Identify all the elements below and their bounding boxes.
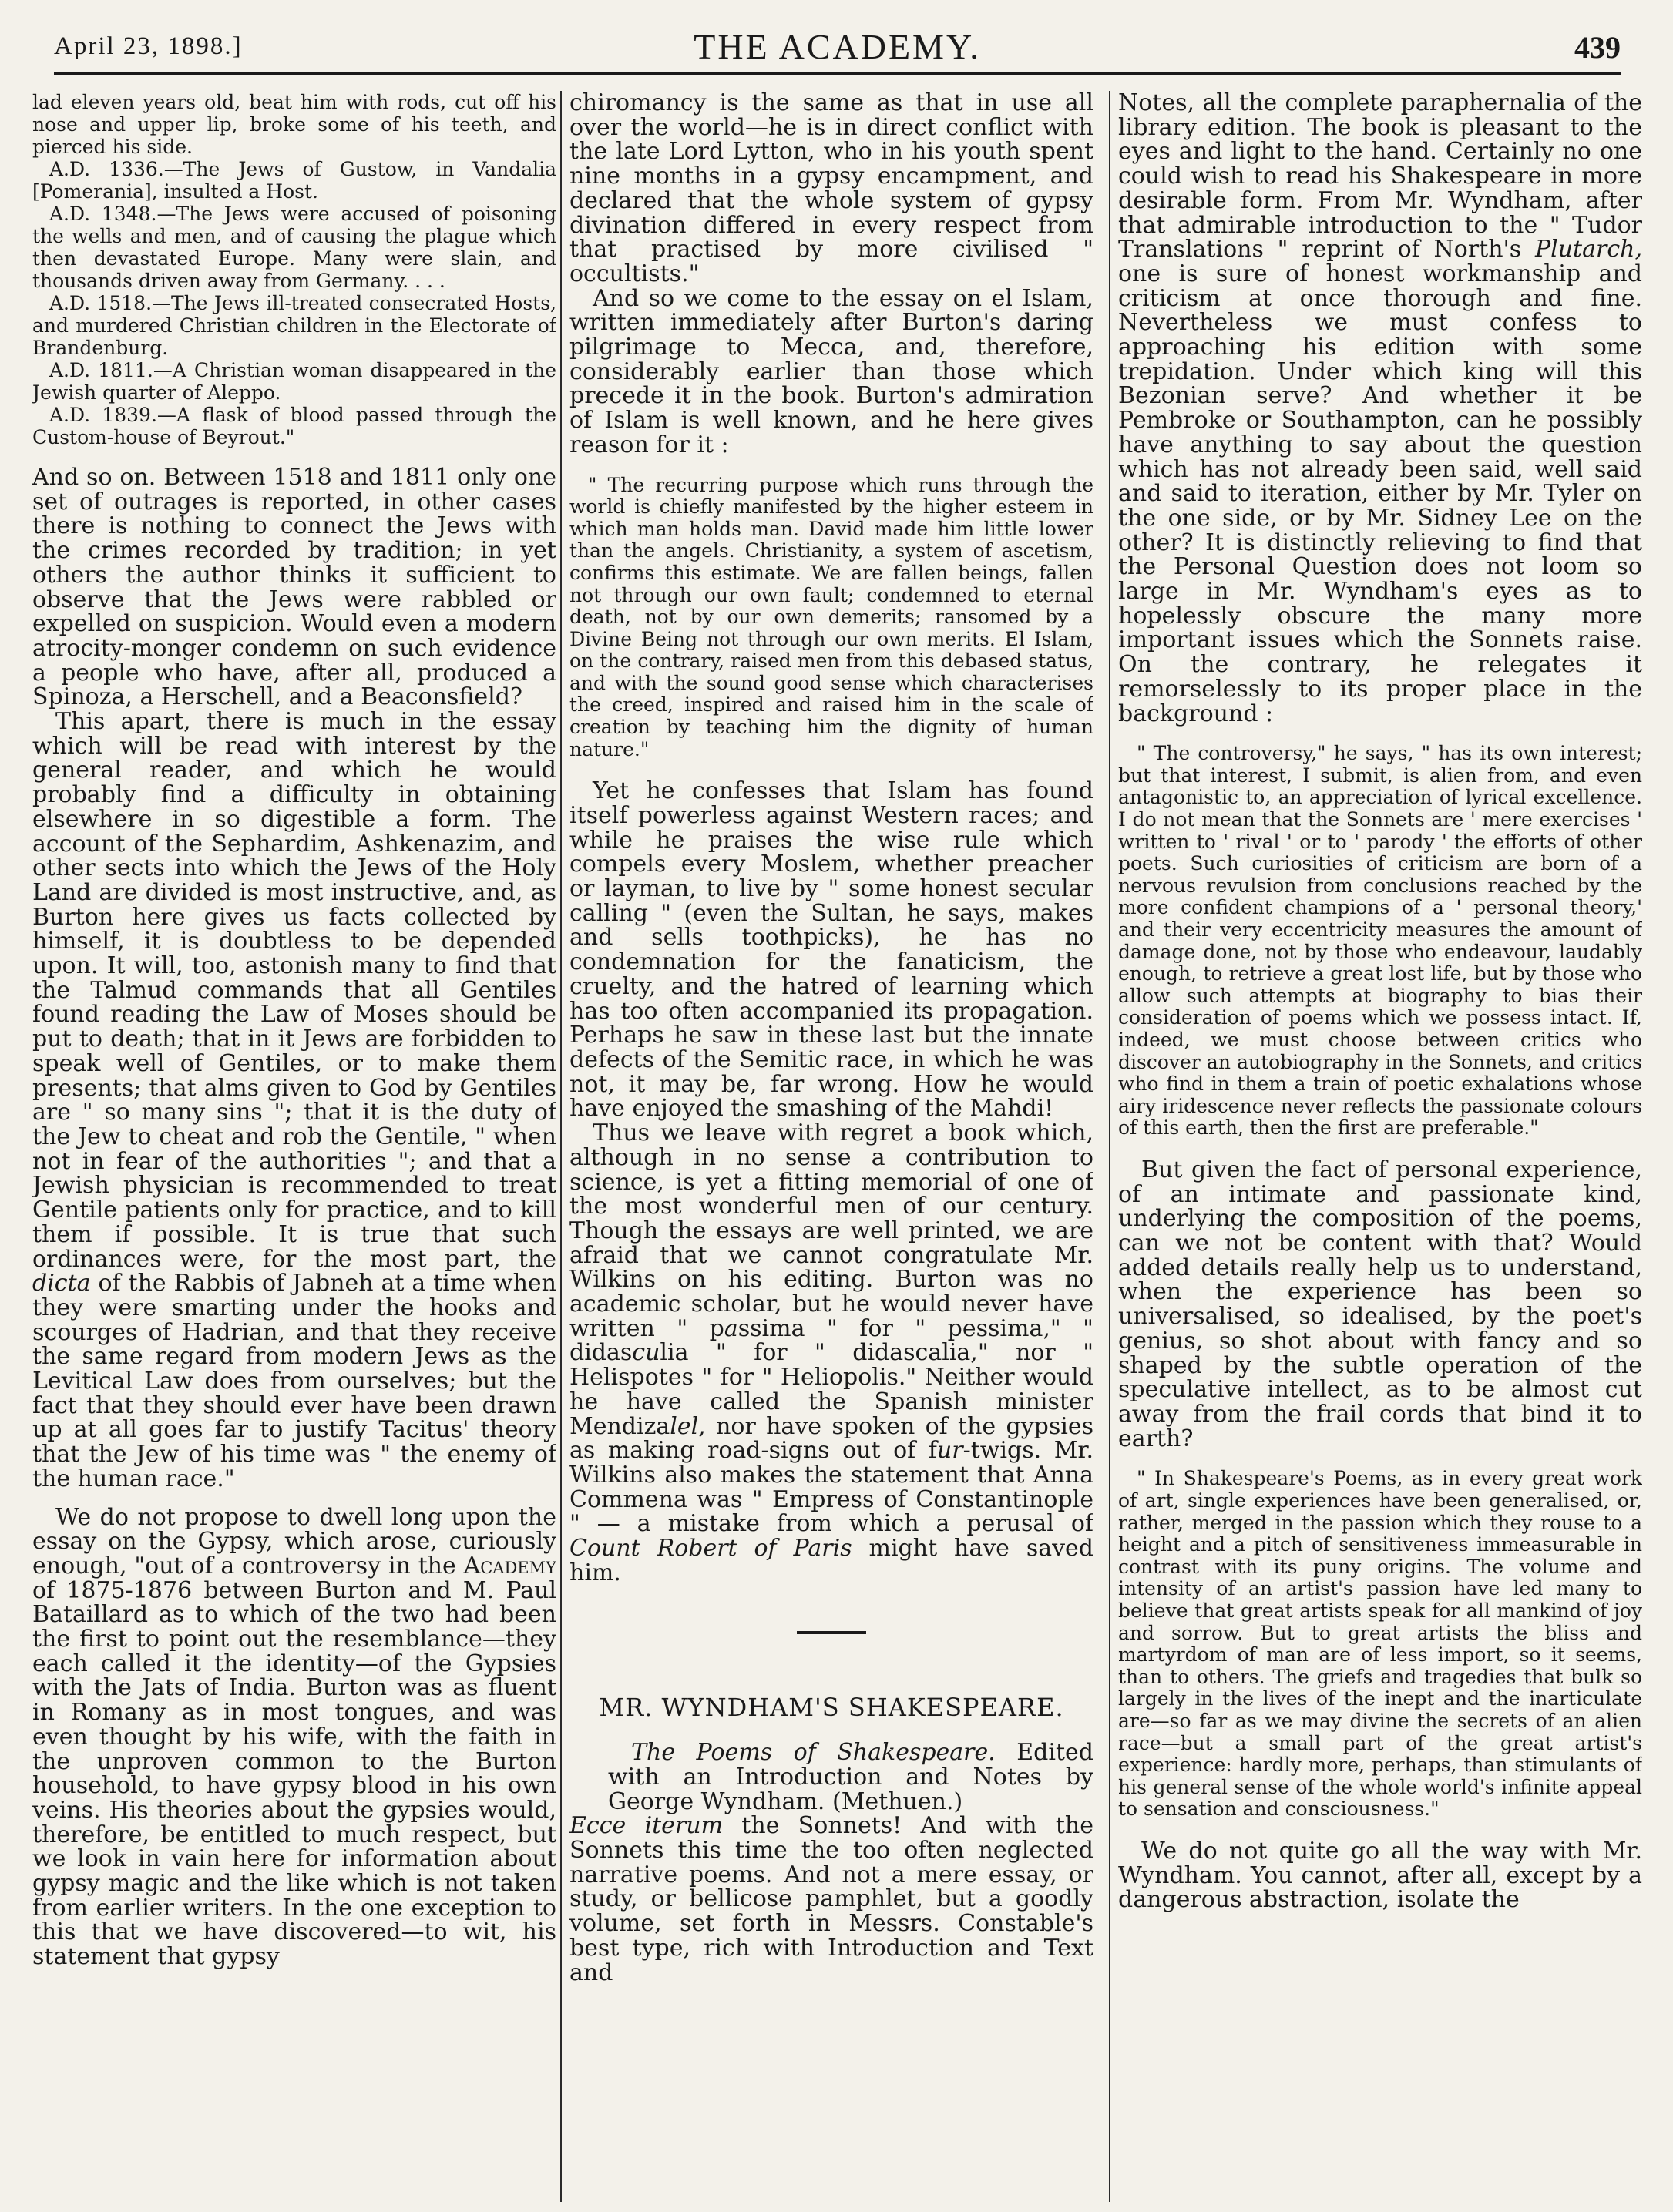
body-paragraph: But given the fact of personal experience, of an intimate and passionate kind, underlying the composition of the poems, can we not be content with that? Would added details really help us to understand, when the experience has been so universalised, so idealised, by the poet's genius, so shot about with fancy and so shaped by the subtle operation of the speculative intellect, as to be almost cut away from the frail cords that bind it to earth?	[1118, 1156, 1642, 1452]
column-2	[569, 91, 1093, 2202]
column-divider	[1109, 91, 1110, 2202]
body-paragraph: We do not quite go all the way with Mr. Wyndham. You cannot, after all, except by a dangerous abstraction, isolate the	[1118, 1837, 1642, 1914]
section-title: MR. WYNDHAM'S SHAKESPEARE.	[599, 1693, 1064, 1723]
block-quote	[1118, 743, 1642, 1140]
chronology-entry: A.D. 1839.—A flask of blood passed through the Custom-house of Beyrout."	[32, 404, 556, 448]
chronology-entry: A.D. 1336.—The Jews of Gustow, in Vandalia [Pomerania], insulted a Host.	[32, 158, 556, 203]
chronology-intro: lad eleven years old, beat him with rods, cut off his nose and upper lip, broke some of his teeth, and pierced his side.	[32, 91, 556, 158]
body-paragraph: And so we come to the essay on el Islam, written immediately after Burton's daring pilgrimage to Mecca, and, therefore, considerably earlier than those which precede it in the book. Burton's admiration of Islam is well known, and he here gives reason for it :	[569, 284, 1093, 458]
chronology-entry: A.D. 1811.—A Christian woman disappeared in the Jewish quarter of Aleppo.	[32, 359, 556, 404]
body-paragraph: Thus we leave with regret a book which, although in no sense a contribution to science, is yet a fitting memorial of one of the most wonderful men of our century. Though the essays are well printed, we are afraid that we cannot congratulate Mr. Wilkins on his editing. Burton was no academic scholar, but he would never have written " passima " for " pessima," " didasculia " for " didascalia," nor " Helispotes " for " Heliopolis." Neither would he have called the Spanish minister Mendizalel, nor have spoken of the gypsies as making road-signs out of fur-twigs. Mr. Wilkins also makes the statement that Anna Commena was " Empress of Constantinople " — a mistake from which a perusal of Count Robert of Paris might have saved him.	[569, 1119, 1093, 1586]
issue-date: April 23, 1898.]	[54, 32, 243, 60]
quote-text: " The recurring purpose which runs through the world is chiefly manifested by the higher esteem in which man holds man. David made him little lower than the angels. Christianity, a system of ascetism, confirms this estimate. We are fallen beings, fallen not through our own fault; condemned to eternal death, not by our own demerits; ransomed by a Divine Being not through our own merits. El Islam, on the contrary, raised men from this debased status, and with the sound good sense which characterises the creed, inspired and raised him in the scale of creation by teaching him the dignity of human nature."	[569, 473, 1093, 760]
column-1	[32, 91, 556, 2202]
header-rule-thick	[54, 72, 1621, 75]
publication-title: THE ACADEMY.	[694, 27, 981, 66]
chronology-entry: A.D. 1348.—The Jews were accused of poisoning the wells and men, and of causing the plague which then devastated Europe. Many were slain, and thousands driven away from Germany. . . .	[32, 203, 556, 292]
book-reference: The Poems of Shakespeare. Edited with an Introduction and Notes by George Wyndham. (Methuen.)	[608, 1739, 1093, 1815]
chronology-list	[32, 91, 556, 448]
column-divider	[560, 91, 562, 2202]
page-number: 439	[1574, 30, 1621, 65]
column-3	[1118, 91, 1642, 2202]
block-quote	[569, 475, 1093, 761]
body-paragraph: Yet he confesses that Islam has found itself powerless against Western races; and while he praises the wise rule which compels every Moslem, whether preacher or layman, to live by " some honest secular calling " (even the Sultan, he says, makes and sells toothpicks), he has no condemnation for the fanaticism, the cruelty, and the hatred of learning which has too often accompanied its propagation. Perhaps he saw in these last but the innate defects of the Semitic race, in which he was not, it may be, far wrong. How he would have enjoyed the smashing of the Mahdi!	[569, 777, 1093, 1123]
page-header	[54, 25, 1621, 74]
body-paragraph: Notes, all the complete paraphernalia of the library edition. The book is pleasant to the eyes and light to the hand. Certainly no one could wish to read his Shakespeare in more desirable form. From Mr. Wyndham, after that admirable introduction to the " Tudor Translations " reprint of North's Plutarch, one is sure of honest workmanship and criticism at once thorough and fine. Nevertheless we must confess to approaching his edition with some trepidation. Under which king will this Bezonian serve? And whether it be Pembroke or Southampton, can he possibly have anything to say about the question which has not already been said, well said and said to iteration, either by Mr. Tyler on the one side, or by Mr. Sidney Lee on the other? It is distinctly relieving to find that the Personal Question does not loom so large in Mr. Wyndham's eyes as to hopelessly obscure the many more important issues which the Sonnets raise. On the contrary, he relegates it remorselessly to its proper place in the background :	[1118, 91, 1642, 727]
quote-text: " In Shakespeare's Poems, as in every great work of art, single experiences have been generalised, or, rather, merged in the passion which they rouse to a height and a pitch of sensitiveness immeasurable in contrast with its puny origins. The volume and intensity of an artist's passion have led many to believe that great artists speak for all mankind of joy and sorrow. But to great artists the bliss and martyrdom of man are of less import, so it seems, than to others. The griefs and tragedies that bulk so largely in the lives of the inept and the inarticulate are—so far as we may divine the secrets of an alien race—but a small part of the great artist's experience: hardly more, perhaps, than stimulants of his general sense of the whole world's infinite appeal to sensation and consciousness."	[1118, 1467, 1642, 1821]
body-paragraph: We do not propose to dwell long upon the essay on the Gypsy, which arose, curiously enough, "out of a controversy in the Academy of 1875-1876 between Burton and M. Paul Bataillard as to which of the two had been the first to point out the resemblance—they each called it the identity—of the Gypsies with the Jats of India. Burton was as fluent in Romany as in most tongues, and was even thought by his wife, with the faith in the unproven common to the Burton household, to have gypsy blood in his own veins. His theories about the gypsies would, therefore, be entitled to much respect, but we look in vain here for information about gypsy magic and the like which is not taken from earlier writers. In the one exception to this that we have discovered—to wit, his statement that gypsy	[32, 1503, 556, 1971]
body-paragraph: And so on. Between 1518 and 1811 only one set of outrages is reported, in other cases there is nothing to connect the Jews with the crimes recorded by tradition; in yet others the author thinks it sufficient to observe that the Jews were rabbled or expelled on suspicion. Would even a modern atrocity-monger condemn on such evidence a people who have, after all, produced a Spinoza, a Herschell, and a Beaconsfield?	[32, 464, 556, 711]
chronology-entry: A.D. 1518.—The Jews ill-treated consecrated Hosts, and murdered Christian children in the Electorate of Brandenburg.	[32, 292, 556, 359]
body-paragraph: Ecce iterum the Sonnets! And with the Sonnets this time the too often neglected narrative poems. And not a mere essay, or study, or bellicose pamphlet, but a goodly volume, set forth in Messrs. Constable's best type, rich with Introduction and Text and	[569, 1812, 1093, 1986]
body-paragraph: This apart, there is much in the essay which will be read with interest by the general reader, and which he would probably find a difficulty in obtaining elsewhere in so digestible a form. The account of the Sephardim, Ashkenazim, and other sects into which the Jews of the Holy Land are divided is most instructive, and, as Burton here gives us facts collected by himself, it is doubtless to be depended upon. It will, too, astonish many to find that the Talmud commands that all Gentiles found reading the Law of Moses should be put to death; that in it Jews are forbidden to speak well of Gentiles, or to make them presents; that alms given to God by Gentiles are " so many sins "; that it is the duty of the Jew to cheat and rob the Gentile, " when not in fear of the authorities "; and that a Jewish physician is recommended to treat Gentile patients only for practice, and to kill them if possible. It is true that such ordinances were, for the most part, the dicta of the Rabbis of Jabneh at a time when they were smarting under the hooks and scourges of Hadrian, and that they receive the same regard from modern Jews as the Levitical Law does from ourselves; but the fact that they should ever have been drawn up at all goes far to justify Tacitus' theory that the Jew of his time was " the enemy of the human race."	[32, 708, 556, 1492]
block-quote	[1118, 1468, 1642, 1821]
quote-text: " The controversy," he says, " has its own interest; but that interest, I submit, is alien from, and even antagonistic to, an appreciation of lyrical excellence. I do not mean that the Sonnets are ' mere exercises ' written to ' rival ' or to ' parody ' the efforts of other poets. Such curiosities of criticism are born of a nervous revulsion from conclusions reached by the more confident champions of a ' personal theory,' and their very eccentricity measures the amount of damage done, not by those who endeavour, laudably enough, to retrieve a great lost life, but by those who allow such attempts at biography to bias their consideration of poems which we possess intact. If, indeed, we must choose between critics who discover an autobiography in the Sonnets, and critics who find in them a train of poetic exhalations whose airy iridescence never reflects the passionate colours of this earth, then the first are preferable."	[1118, 742, 1642, 1140]
body-paragraph: chiromancy is the same as that in use all over the world—he is in direct conflict with the late Lord Lytton, who in his youth spent nine months in a gypsy encampment, and declared that the whole system of gypsy divination differed in every respect from that practised by more civilised " occultists."	[569, 91, 1093, 287]
section-divider	[797, 1631, 866, 1634]
